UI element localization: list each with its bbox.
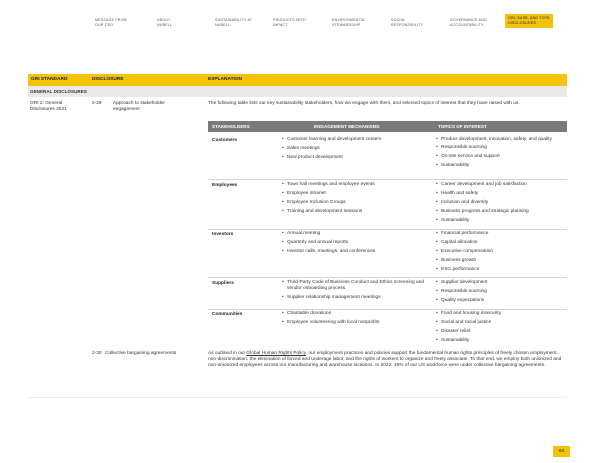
suppliers-mechanisms	[282, 280, 427, 304]
row-2-29-disclosure: Approach to stakeholder engagement	[113, 101, 165, 113]
page-number: 64	[553, 446, 570, 457]
list-item: • New product development	[282, 155, 427, 161]
list-item: • Customer learning and development centers	[282, 137, 427, 143]
list-item: • Executive compensation	[436, 249, 566, 255]
stakeholder-investors: Investors	[212, 232, 234, 237]
list-item: • Business growth	[436, 258, 566, 264]
header-explanation: EXPLANATION	[208, 77, 243, 82]
header-stakeholders: STAKEHOLDERS	[212, 124, 250, 129]
communities-mechanisms	[282, 311, 427, 329]
section-title: GENERAL DISCLOSURES	[30, 89, 87, 94]
employees-mechanisms	[282, 182, 427, 218]
group-divider	[208, 179, 567, 180]
list-item: • Business progress and strategic planning	[436, 209, 566, 215]
row-2-30-disclosure: Collective bargaining agreements	[105, 351, 177, 356]
list-item: • Disaster relief	[436, 329, 566, 335]
top-navigation	[0, 16, 600, 36]
list-item: • Inclusion and diversity	[436, 200, 566, 206]
list-item: • Food and housing insecurity	[436, 311, 566, 317]
list-item: • Quality expectations	[436, 298, 566, 304]
stakeholder-table-header	[208, 121, 567, 132]
list-item: • Training and development sessions	[282, 209, 427, 215]
list-item: • Third-Party Code of Business Conduct and Ethics screening and vendor onboarding process	[282, 280, 427, 292]
list-item: • Employee intranet	[282, 191, 427, 197]
row-2-30-number: 2-30	[92, 351, 102, 356]
header-disclosure: DISCLOSURE	[92, 77, 124, 82]
explanation-text-end: , our employment practices and policies support the fundamental human rights principles of freely chosen employment, non-discrimination, the elimination of forced and underage labor, and the rights of workers to organize and freely associate. To that end, we employ both unionized and non-unionized employees across our manufacturing and warehouse locations. In 2022, 18% of our US workforce were under collective bargaining agreements.	[208, 351, 562, 369]
list-item: • On-site service and support	[436, 154, 566, 160]
list-item: • ESG performance	[436, 267, 566, 273]
employees-topics	[436, 182, 566, 227]
stakeholder-employees: Employees	[212, 183, 238, 188]
header-topics-of-interest: TOPICS OF INTEREST	[438, 124, 487, 129]
stakeholder-communities: Communities	[212, 312, 243, 317]
list-item: • Product development, innovation, safety, and quality	[436, 137, 566, 143]
list-item: • Responsible sourcing	[436, 145, 566, 151]
customers-mechanisms	[282, 137, 427, 164]
list-item: • Quarterly and annual reports	[282, 240, 427, 246]
list-item: • Town hall meetings and employee events	[282, 182, 427, 188]
explanation-text-start: As outlined in our	[208, 351, 247, 356]
group-divider	[208, 229, 567, 230]
nav-item-products[interactable]: PRODUCTS WITH IMPACT	[273, 18, 306, 27]
list-item: • Sales meetings	[282, 146, 427, 152]
row-2-30-explanation	[208, 351, 565, 370]
row-2-29-number: 2-29	[92, 101, 102, 106]
suppliers-topics	[436, 280, 566, 307]
list-item: • Capital allocation	[436, 240, 566, 246]
list-item: • Health and safety	[436, 191, 566, 197]
group-divider	[208, 309, 567, 310]
nav-item-social[interactable]: SOCIAL RESPONSIBILITY	[391, 18, 424, 27]
list-item: • Sustainability	[436, 338, 566, 344]
list-item: • Sustainability	[436, 163, 566, 169]
list-item: • Supplier relationship management meetings	[282, 295, 427, 301]
list-item: • Social and racial justice	[436, 320, 566, 326]
list-item: • Sustainability	[436, 218, 566, 224]
list-item: • Charitable donations	[282, 311, 427, 317]
customers-topics	[436, 137, 566, 172]
table-bottom-divider	[28, 397, 567, 398]
list-item: • Career development and job satisfaction	[436, 182, 566, 188]
stakeholder-suppliers: Suppliers	[212, 281, 234, 286]
header-gri-standard: GRI STANDARD	[31, 77, 68, 82]
nav-item-governance[interactable]: GOVERNANCE AND ACCOUNTABILITY	[450, 18, 487, 27]
investors-mechanisms	[282, 231, 427, 258]
communities-topics	[436, 311, 566, 347]
list-item: • Employee Inclusion Groups	[282, 200, 427, 206]
table-header	[28, 74, 567, 86]
header-engagement-mechanisms: ENGAGEMENT MECHANISMS	[314, 124, 380, 129]
list-item: • Investor calls, meetings, and conferences	[282, 249, 427, 255]
section-general-disclosures	[28, 86, 567, 97]
investors-topics	[436, 231, 566, 276]
list-item: • Annual meeting	[282, 231, 427, 237]
nav-item-ceo-message[interactable]: MESSAGE FROM OUR CEO	[95, 18, 127, 27]
nav-item-about[interactable]: ABOUT NUBELL	[157, 18, 173, 27]
row-2-29-explanation: The following table lists our key sustainability stakeholders, how we engage with them, and selected topics of interest that they have raised with us.	[208, 101, 520, 106]
nav-item-environmental[interactable]: ENVIRONMENTAL STEWARDSHIP	[332, 18, 366, 27]
nav-item-sustainability[interactable]: SUSTAINABILITY AT NUBELL	[215, 18, 253, 27]
nav-item-disclosures[interactable]: GRI, SASB, AND TCFD DISCLOSURES	[505, 14, 553, 28]
row-2-29-standard: GRI 2: General Disclosures 2021	[30, 101, 67, 113]
list-item: • Financial performance	[436, 231, 566, 237]
group-divider	[208, 277, 567, 278]
list-item: • Supplier development	[436, 280, 566, 286]
list-item: • Employee volunteering with local nonprofits	[282, 320, 427, 326]
stakeholder-customers: Customers	[212, 138, 238, 143]
global-human-rights-policy-link[interactable]: Global Human Rights Policy	[246, 351, 306, 356]
list-item: • Responsible sourcing	[436, 289, 566, 295]
